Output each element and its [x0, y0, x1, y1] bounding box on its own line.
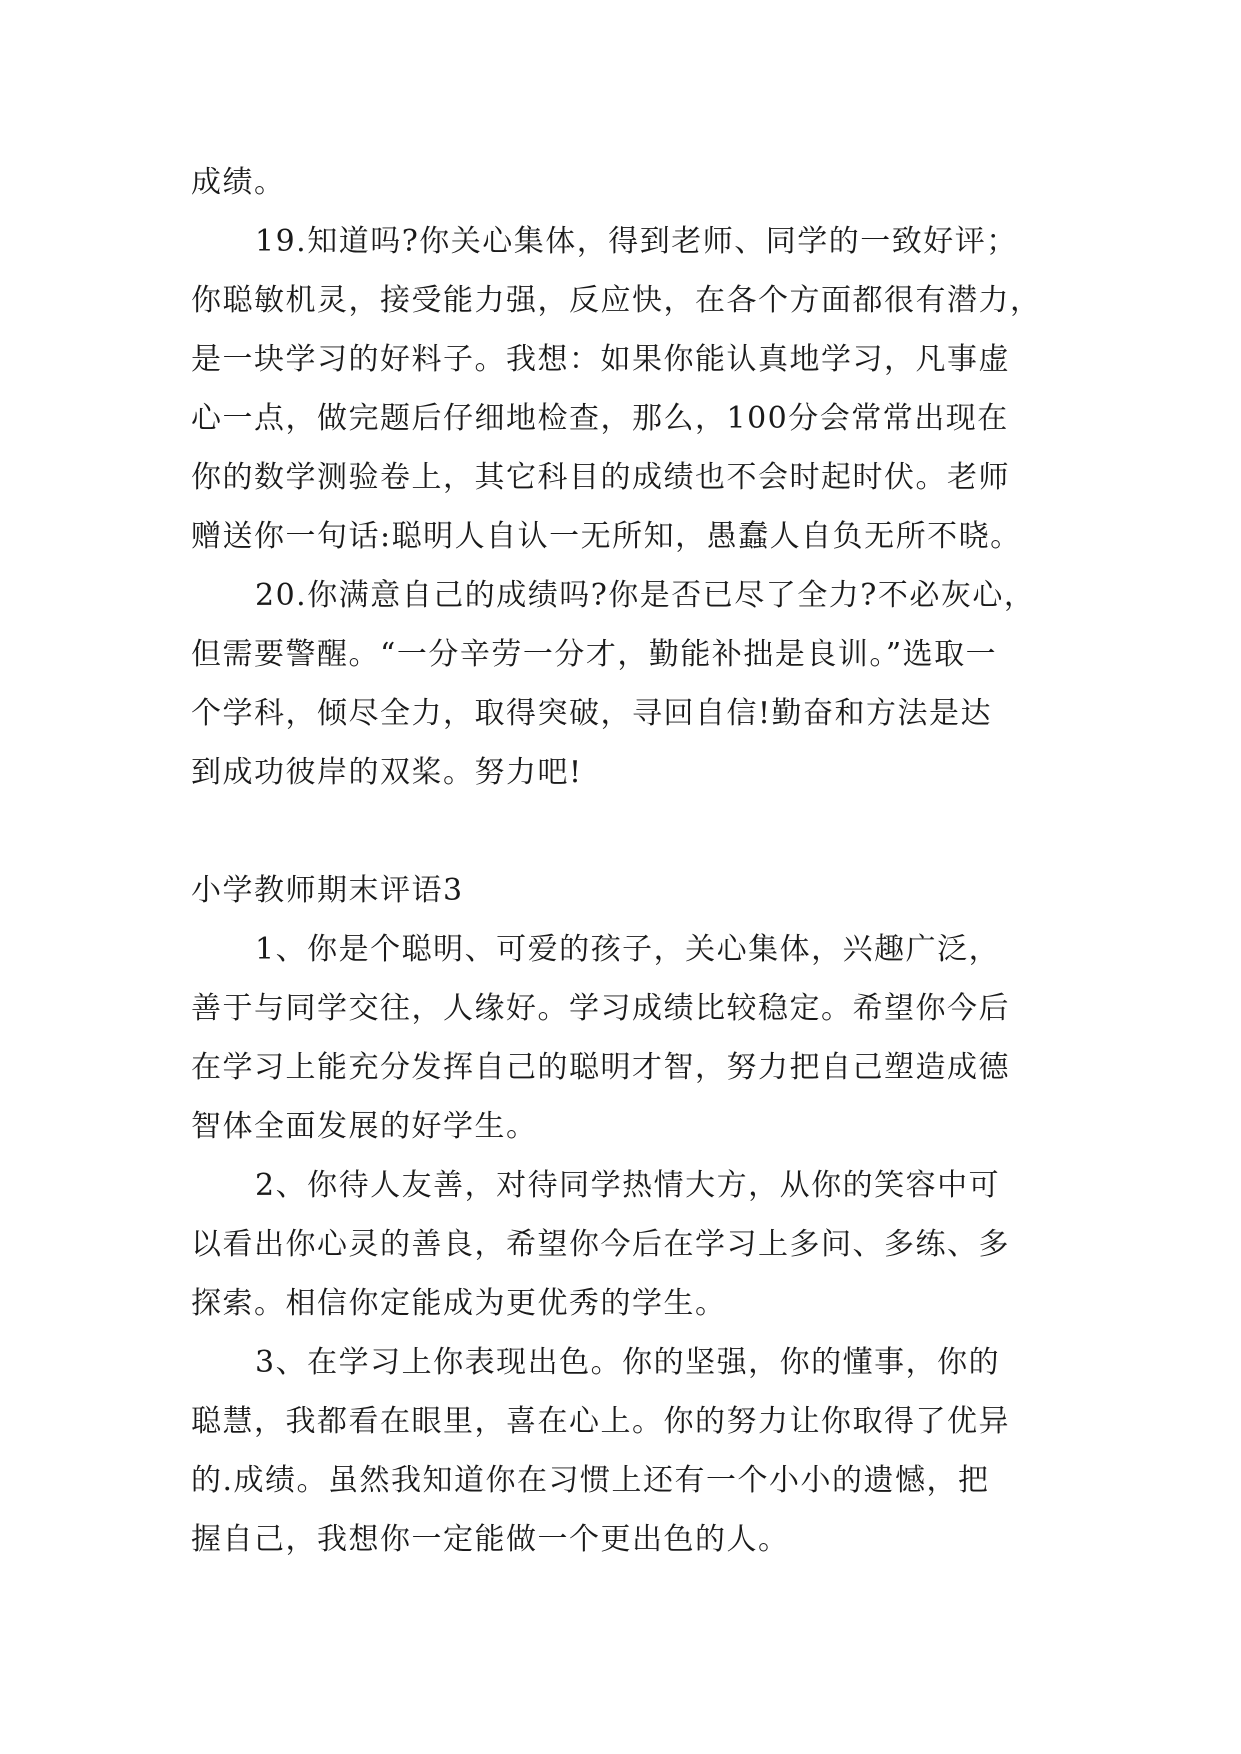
paragraph-item-1 — [191, 920, 1051, 1156]
text-line: 聪慧，我都看在眼里，喜在心上。你的努力让你取得了优异 — [191, 1404, 1010, 1439]
paragraph-item-2 — [191, 1156, 1051, 1333]
text-line: 1、你是个聪明、可爱的孩子，关心集体，兴趣广泛， — [255, 932, 1001, 967]
text-line: 成绩。 — [191, 165, 286, 200]
text-line: 握自己，我想你一定能做一个更出色的人。 — [191, 1522, 790, 1557]
text-line: 你聪敏机灵，接受能力强，反应快，在各个方面都很有潜力， — [191, 283, 1042, 318]
text-line: 智体全面发展的好学生。 — [191, 1109, 538, 1144]
paragraph-item-20 — [191, 566, 1051, 802]
text-line: 到成功彼岸的双桨。努力吧! — [191, 755, 583, 790]
section-gap — [191, 802, 1051, 861]
text-line: 19.知道吗?你关心集体，得到老师、同学的一致好评； — [255, 224, 1018, 259]
text-line: 善于与同学交往，人缘好。学习成绩比较稳定。希望你今后 — [191, 991, 1010, 1026]
text-line: 3、在学习上你表现出色。你的坚强，你的懂事，你的 — [255, 1345, 1001, 1380]
text-line: 你的数学测验卷上，其它科目的成绩也不会时起时伏。老师 — [191, 460, 1010, 495]
paragraph-item-3 — [191, 1333, 1051, 1569]
document-body — [191, 153, 1051, 1569]
paragraph-item-19 — [191, 212, 1051, 566]
text-line: 是一块学习的好料子。我想：如果你能认真地学习，凡事虚 — [191, 342, 1010, 377]
text-line: 探索。相信你定能成为更优秀的学生。 — [191, 1286, 727, 1321]
paragraph-continuation — [191, 153, 1051, 212]
text-line: 心一点，做完题后仔细地检查，那么，100分会常常出现在 — [191, 401, 1009, 436]
text-line: 个学科，倾尽全力，取得突破，寻回自信!勤奋和方法是达 — [191, 696, 993, 731]
section-title: 小学教师期末评语3 — [191, 873, 464, 908]
text-line: 但需要警醒。“一分辛劳一分才，勤能补拙是良训。”选取一 — [191, 637, 998, 672]
text-line: 的.成绩。虽然我知道你在习惯上还有一个小小的遗憾，把 — [191, 1463, 990, 1498]
text-line: 在学习上能充分发挥自己的聪明才智，努力把自己塑造成德 — [191, 1050, 1010, 1085]
text-line: 以看出你心灵的善良，希望你今后在学习上多问、多练、多 — [191, 1227, 1010, 1262]
text-line: 赠送你一句话:聪明人自认一无所知，愚蠢人自负无所不晓。 — [191, 519, 1022, 554]
text-line: 20.你满意自己的成绩吗?你是否已尽了全力?不必灰心， — [255, 578, 1036, 613]
text-line: 2、你待人友善，对待同学热情大方，从你的笑容中可 — [255, 1168, 1001, 1203]
